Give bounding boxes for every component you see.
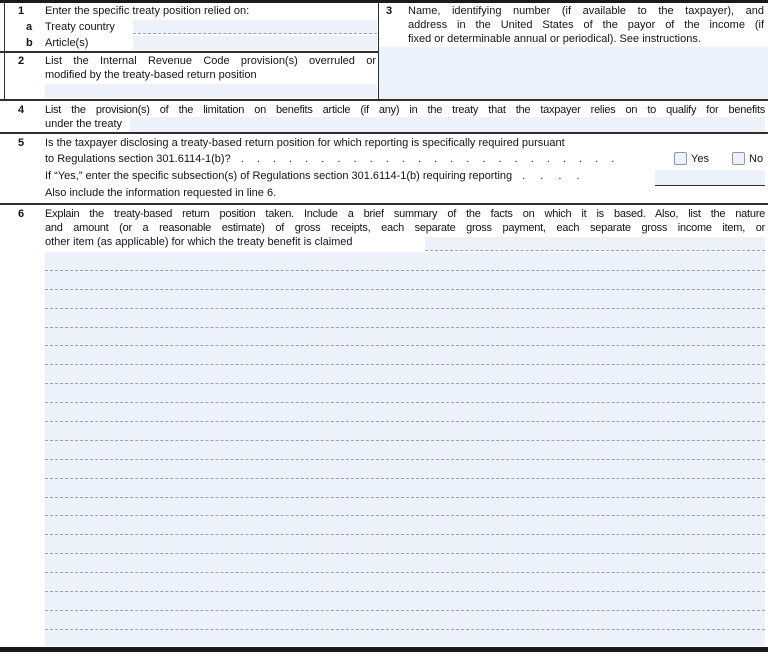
ruled-line (45, 346, 765, 365)
row1-rule (0, 51, 378, 53)
ruled-line (45, 290, 765, 309)
ruled-line (45, 611, 765, 630)
subsection-field[interactable] (655, 170, 765, 186)
ruled-line (45, 573, 765, 592)
line5-text-1: Is the taxpayer disclosing a treaty-based return position for which reporting is specifically required pursuant (45, 137, 565, 149)
ruled-line (45, 403, 765, 422)
ruled-line (45, 630, 765, 649)
line4-number: 4 (18, 104, 25, 116)
ruled-line (45, 592, 765, 611)
line5-number: 5 (18, 137, 25, 149)
ruled-line (45, 441, 765, 460)
ruled-line (45, 365, 765, 384)
ruled-line (45, 271, 765, 290)
line4-text-2: under the treaty (45, 118, 123, 130)
payor-field[interactable] (379, 47, 768, 99)
line1-text: Enter the specific treaty position relied on: (45, 5, 250, 17)
line5-if-yes: If “Yes,” enter the specific subsection(s) of Regulations section 301.6114-1(b) requiring reporting (45, 170, 513, 182)
yes-checkbox[interactable] (674, 152, 687, 165)
articles-field[interactable] (133, 36, 377, 50)
line3-text-1: Name, identifying number (if available to the taxpayer), and (408, 5, 764, 17)
line5-text-4: Also include the information requested in line 6. (45, 187, 277, 199)
ruled-line (45, 535, 765, 554)
line2-text-1: List the Internal Revenue Code provision(s) overruled or (45, 55, 376, 67)
bottom-border (0, 647, 768, 652)
line2-number: 2 (18, 55, 25, 67)
row5-rule (0, 203, 768, 205)
ruled-line (45, 384, 765, 403)
line3-text-3: fixed or determinable annual or periodical). See instructions. (408, 33, 701, 45)
line2-field[interactable] (45, 84, 377, 98)
ruled-line (45, 479, 765, 498)
line5-text-3 (45, 170, 580, 183)
line4-text-1: List the provision(s) of the limitation on benefits article (if any) in the treaty that the taxpayer relies on to qualify for benefits (45, 104, 765, 116)
row3-rule (0, 99, 768, 101)
line6-text-2: and amount (or a reasonable estimate) of gross receipts, each separate gross payment, each separate gross income item, or (45, 222, 765, 234)
line6-text-1: Explain the treaty-based return position taken. Include a brief summary of the facts on which it is based. Also, list the nature (45, 208, 765, 220)
ruled-line (45, 460, 765, 479)
line6-text-3: other item (as applicable) for which the treaty benefit is claimed (45, 236, 353, 248)
line1a-label: Treaty country (45, 21, 115, 33)
line3-text-2: address in the United States of the payor of the income (if (408, 19, 764, 31)
line5-question: to Regulations section 301.6114-1(b)? (45, 153, 231, 165)
no-checkbox[interactable] (732, 152, 745, 165)
ruled-line (45, 252, 765, 271)
ruled-line (45, 309, 765, 328)
line6-number: 6 (18, 208, 25, 220)
ruled-line (45, 516, 765, 535)
writing-area[interactable] (45, 252, 765, 646)
line2-text-2: modified by the treaty-based return position (45, 69, 257, 81)
ruled-line (45, 422, 765, 441)
row4-rule (0, 132, 768, 134)
dot-leader: . . . . . . . . . . . . . . . . . . . . . . . . (240, 153, 615, 165)
line1b-label: Article(s) (45, 37, 89, 49)
dot-leader-short: . . . . (522, 170, 580, 182)
top-border (0, 0, 768, 3)
ruled-line (45, 498, 765, 517)
ruled-line (45, 328, 765, 347)
ruled-line (45, 554, 765, 573)
treaty-country-field[interactable] (133, 20, 377, 34)
line3-number: 3 (386, 5, 393, 17)
claimed-field[interactable] (425, 237, 765, 251)
yes-label: Yes (691, 153, 709, 165)
line1-number: 1 (18, 5, 25, 17)
line4-field[interactable] (130, 117, 765, 132)
no-label: No (749, 153, 764, 165)
line1b-number: b (26, 37, 33, 49)
line5-text-2 (45, 153, 614, 166)
line1a-number: a (26, 21, 33, 33)
